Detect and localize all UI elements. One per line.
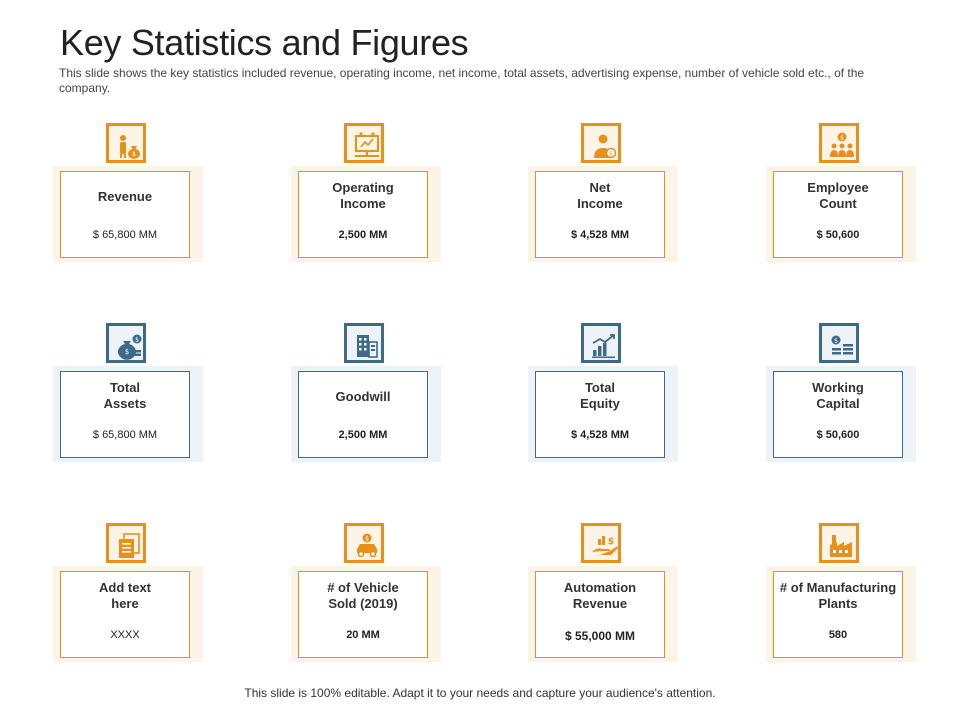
stat-label: Operating Income	[332, 180, 394, 211]
building-icon	[344, 323, 384, 363]
stat-label: # of Manufacturing Plants	[779, 580, 897, 611]
svg-text:$: $	[365, 535, 369, 543]
stat-box	[535, 171, 665, 258]
stat-card-of-vehicle-sold-2019	[291, 560, 441, 662]
stat-label: Revenue	[97, 189, 153, 204]
stat-value: XXXX	[110, 629, 140, 641]
stat-label: Total Equity	[580, 380, 620, 411]
svg-text:$: $	[124, 348, 130, 356]
stat-card-net-income	[528, 160, 678, 262]
stat-box	[535, 371, 665, 458]
stat-card-of-manufacturing-plants	[766, 560, 916, 662]
stat-label: Working Capital	[812, 380, 864, 411]
stat-card-revenue	[53, 160, 203, 262]
presentation-board-icon	[344, 123, 384, 163]
businessman-coin-icon	[581, 123, 621, 163]
stat-label: Add text here	[99, 580, 151, 611]
stat-label: # of Vehicle Sold (2019)	[327, 580, 399, 611]
stat-box	[535, 571, 665, 658]
stat-card-employee-count	[766, 160, 916, 262]
stat-label: Automation Revenue	[563, 580, 637, 611]
stat-label: Net Income	[577, 180, 623, 211]
page-subtitle: This slide shows the key statistics included revenue, operating income, net income, total assets, advertising expense, number of vehicle sold etc., of the company.	[59, 66, 865, 95]
growth-chart-icon	[581, 323, 621, 363]
factory-icon	[819, 523, 859, 563]
page-title: Key Statistics and Figures	[60, 22, 469, 63]
stat-value: 2,500 MM	[338, 229, 388, 241]
stat-card-total-assets	[53, 360, 203, 462]
stat-card-add-text-here	[53, 560, 203, 662]
stat-box	[60, 571, 190, 658]
stat-value: $ 65,800 MM	[92, 429, 158, 441]
stat-card-automation-revenue	[528, 560, 678, 662]
car-dollar-icon	[344, 523, 384, 563]
stat-box	[60, 371, 190, 458]
stat-box	[298, 371, 428, 458]
stat-card-total-equity	[528, 360, 678, 462]
stat-box	[773, 371, 903, 458]
footer-note: This slide is 100% editable. Adapt it to your needs and capture your audience's attention.	[244, 686, 716, 700]
svg-text:$: $	[135, 336, 139, 344]
stat-label: Goodwill	[335, 389, 391, 404]
svg-text:$: $	[840, 134, 844, 142]
svg-text:$: $	[132, 151, 136, 158]
stat-value: $ 4,528 MM	[570, 229, 630, 241]
stat-box	[773, 571, 903, 658]
coin-stack-icon	[819, 323, 859, 363]
stat-label: Total Assets	[103, 380, 147, 411]
stat-value: $ 50,600	[816, 429, 860, 441]
stat-card-operating-income	[291, 160, 441, 262]
stat-value: 2,500 MM	[338, 429, 388, 441]
stat-label: Employee Count	[807, 180, 869, 211]
team-dollar-icon	[819, 123, 859, 163]
stat-card-working-capital	[766, 360, 916, 462]
money-bag-person-icon	[106, 123, 146, 163]
stat-box	[298, 171, 428, 258]
stat-value: $ 55,000 MM	[564, 629, 636, 643]
svg-text:$: $	[607, 537, 615, 547]
hand-money-icon	[581, 523, 621, 563]
stat-value: 580	[828, 629, 848, 641]
stat-box	[298, 571, 428, 658]
stat-value: $ 65,800 MM	[92, 229, 158, 241]
svg-text:$: $	[609, 150, 613, 158]
stat-value: $ 4,528 MM	[570, 429, 630, 441]
documents-icon	[106, 523, 146, 563]
stat-value: $ 50,600	[816, 229, 860, 241]
stat-box	[773, 171, 903, 258]
stat-box	[60, 171, 190, 258]
coins-bag-icon	[106, 323, 146, 363]
stat-value: 20 MM	[346, 629, 380, 641]
svg-text:$: $	[834, 337, 838, 345]
stat-card-goodwill	[291, 360, 441, 462]
